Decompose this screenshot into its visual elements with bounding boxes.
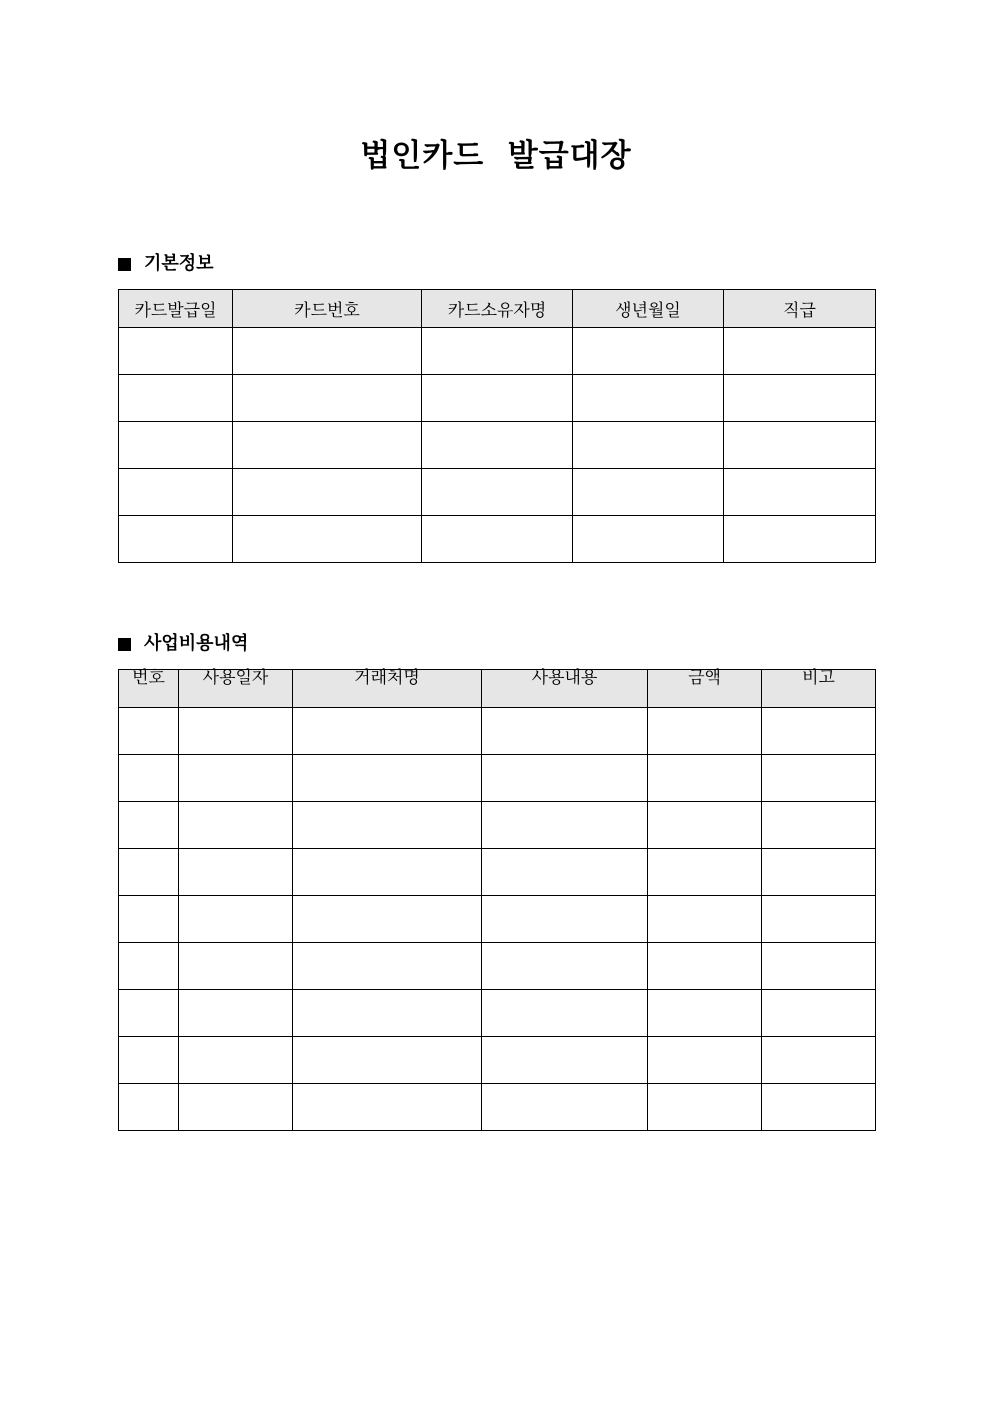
table-cell[interactable] <box>724 328 876 375</box>
table-row <box>119 849 876 896</box>
table-cell[interactable] <box>482 755 648 802</box>
table-cell[interactable] <box>119 1084 179 1131</box>
column-header-card-number: 카드번호 <box>233 290 422 328</box>
table-cell[interactable] <box>119 896 179 943</box>
column-header-card-issue-date: 카드발급일 <box>119 290 233 328</box>
table-cell[interactable] <box>482 1084 648 1131</box>
table-cell[interactable] <box>482 849 648 896</box>
table-header-row <box>119 670 876 708</box>
table-cell[interactable] <box>482 1037 648 1084</box>
table-cell[interactable] <box>179 990 293 1037</box>
table-cell[interactable] <box>422 516 573 563</box>
table-cell[interactable] <box>119 708 179 755</box>
table-cell[interactable] <box>179 943 293 990</box>
table-cell[interactable] <box>233 516 422 563</box>
column-header-usage-date: 사용일자 <box>179 670 293 708</box>
table-cell[interactable] <box>648 755 762 802</box>
table-cell[interactable] <box>648 849 762 896</box>
table-cell[interactable] <box>293 943 482 990</box>
black-square-icon <box>118 258 131 271</box>
table-cell[interactable] <box>648 943 762 990</box>
table-cell[interactable] <box>119 1037 179 1084</box>
column-header-position: 직급 <box>724 290 876 328</box>
table-cell[interactable] <box>119 328 233 375</box>
table-cell[interactable] <box>422 422 573 469</box>
table-cell[interactable] <box>293 755 482 802</box>
table-cell[interactable] <box>293 896 482 943</box>
table-cell[interactable] <box>648 1037 762 1084</box>
table-cell[interactable] <box>724 469 876 516</box>
table-cell[interactable] <box>293 990 482 1037</box>
table-cell[interactable] <box>119 943 179 990</box>
table-cell[interactable] <box>762 802 876 849</box>
table-cell[interactable] <box>762 943 876 990</box>
table-cell[interactable] <box>724 375 876 422</box>
table-cell[interactable] <box>119 849 179 896</box>
table-cell[interactable] <box>119 516 233 563</box>
table-row <box>119 516 876 563</box>
column-header-remarks: 비고 <box>762 670 876 708</box>
column-header-amount: 금액 <box>648 670 762 708</box>
basic-info-table <box>118 289 876 563</box>
column-header-birth-date: 생년월일 <box>573 290 724 328</box>
table-row <box>119 1084 876 1131</box>
table-cell[interactable] <box>119 802 179 849</box>
table-cell[interactable] <box>422 469 573 516</box>
table-cell[interactable] <box>233 469 422 516</box>
table-cell[interactable] <box>179 896 293 943</box>
black-square-icon <box>118 638 131 651</box>
table-cell[interactable] <box>762 849 876 896</box>
column-header-card-holder-name: 카드소유자명 <box>422 290 573 328</box>
table-cell[interactable] <box>293 1037 482 1084</box>
section-heading-expense-details <box>118 632 248 656</box>
table-cell[interactable] <box>762 896 876 943</box>
table-cell[interactable] <box>482 708 648 755</box>
table-header-row <box>119 290 876 328</box>
table-cell[interactable] <box>422 375 573 422</box>
table-cell[interactable] <box>762 755 876 802</box>
table-cell[interactable] <box>179 1037 293 1084</box>
table-cell[interactable] <box>119 755 179 802</box>
table-cell[interactable] <box>233 375 422 422</box>
table-cell[interactable] <box>293 1084 482 1131</box>
table-cell[interactable] <box>762 708 876 755</box>
table-cell[interactable] <box>762 990 876 1037</box>
table-cell[interactable] <box>648 990 762 1037</box>
table-cell[interactable] <box>119 422 233 469</box>
table-cell[interactable] <box>573 375 724 422</box>
table-cell[interactable] <box>482 802 648 849</box>
table-cell[interactable] <box>724 516 876 563</box>
table-row <box>119 375 876 422</box>
table-cell[interactable] <box>573 516 724 563</box>
table-cell[interactable] <box>179 708 293 755</box>
table-cell[interactable] <box>648 802 762 849</box>
table-cell[interactable] <box>179 802 293 849</box>
table-row <box>119 328 876 375</box>
table-cell[interactable] <box>179 849 293 896</box>
table-cell[interactable] <box>648 1084 762 1131</box>
table-cell[interactable] <box>119 469 233 516</box>
section-heading-label: 기본정보 <box>144 253 214 274</box>
table-row <box>119 943 876 990</box>
table-cell[interactable] <box>233 422 422 469</box>
section-heading-label: 사업비용내역 <box>144 633 249 654</box>
expense-details-table <box>118 669 876 1131</box>
document-title: 법인카드 발급대장 <box>360 138 632 174</box>
table-cell[interactable] <box>573 328 724 375</box>
table-row <box>119 802 876 849</box>
table-row <box>119 422 876 469</box>
column-header-number: 번호 <box>119 670 179 708</box>
table-cell[interactable] <box>648 896 762 943</box>
table-row <box>119 469 876 516</box>
table-row <box>119 1037 876 1084</box>
column-header-vendor-name: 거래처명 <box>293 670 482 708</box>
table-cell[interactable] <box>119 990 179 1037</box>
table-row <box>119 896 876 943</box>
table-cell[interactable] <box>762 1037 876 1084</box>
table-cell[interactable] <box>573 469 724 516</box>
table-row <box>119 755 876 802</box>
table-cell[interactable] <box>179 755 293 802</box>
table-cell[interactable] <box>482 896 648 943</box>
table-cell[interactable] <box>293 802 482 849</box>
table-cell[interactable] <box>482 990 648 1037</box>
table-cell[interactable] <box>293 849 482 896</box>
section-heading-basic-info <box>118 252 214 276</box>
column-header-usage-details: 사용내용 <box>482 670 648 708</box>
table-cell[interactable] <box>233 328 422 375</box>
table-cell[interactable] <box>179 1084 293 1131</box>
table-cell[interactable] <box>119 375 233 422</box>
table-cell[interactable] <box>724 422 876 469</box>
table-cell[interactable] <box>648 708 762 755</box>
table-cell[interactable] <box>573 422 724 469</box>
table-row <box>119 990 876 1037</box>
table-cell[interactable] <box>762 1084 876 1131</box>
table-cell[interactable] <box>482 943 648 990</box>
table-cell[interactable] <box>422 328 573 375</box>
table-row <box>119 708 876 755</box>
table-cell[interactable] <box>293 708 482 755</box>
